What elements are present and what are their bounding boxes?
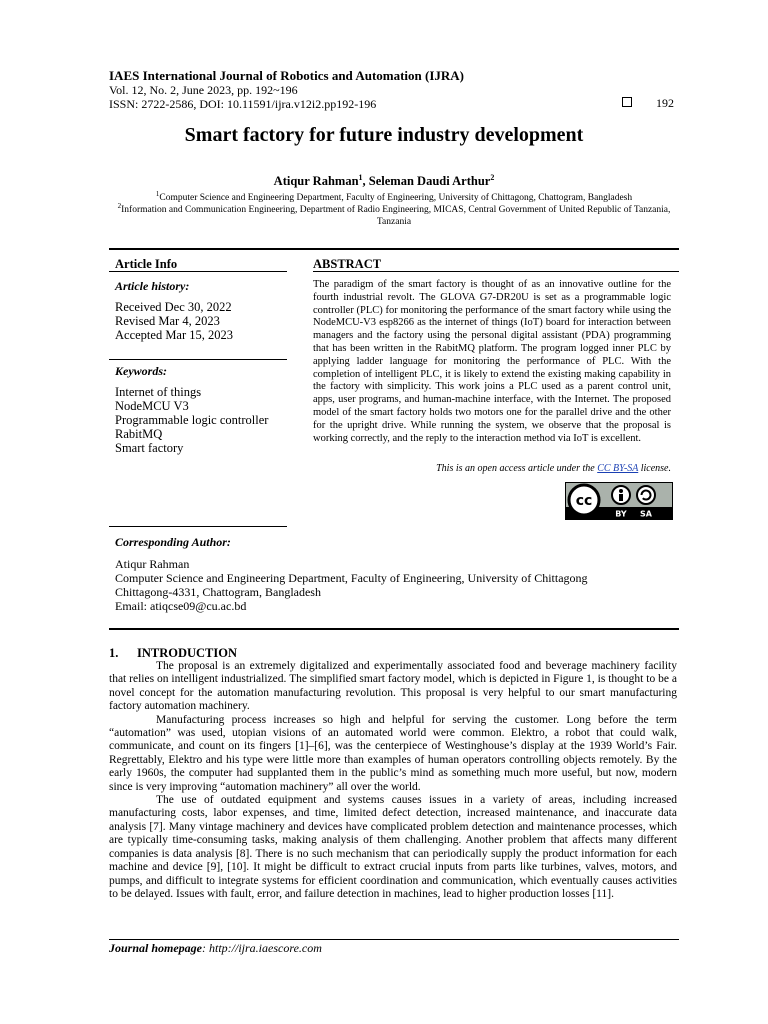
keyword-item: Programmable logic controller [115, 413, 269, 427]
paper-title: Smart factory for future industry development [184, 124, 584, 146]
affiliation-1: $^1$Computer Science and Engineering Department, Faculty of Engineering, University of Chittagong, Chattogram, Bangladesh [155, 190, 633, 204]
license-note: This is an open access article under the CC BY-SA license. [436, 463, 671, 474]
top-rule [109, 248, 679, 250]
affiliation-2: $^2$Information and Communication Engineering, Department of Radio Engineering, MICAS, Central Government of United Republic of Tanzania, Tanzania [117, 202, 671, 228]
corresponding-heading: Corresponding Author: [115, 535, 231, 549]
corresponding-address: Chittagong-4331, Chattogram, Bangladesh [115, 585, 321, 599]
author-2-sup: 2 [490, 173, 495, 182]
introduction-body [109, 660, 677, 901]
keywords-heading: Keywords: [115, 364, 167, 378]
homepage-label: Journal homepage [109, 941, 203, 955]
journal-issn-doi: ISSN: 2722-2586, DOI: 10.11591/ijra.v12i2.pp192-196 [109, 97, 377, 111]
bottom-info-rule [109, 628, 679, 630]
cc-badge-graphic [566, 483, 672, 519]
author-1-sup: 1 [358, 173, 363, 182]
received-date: Received Dec 30, 2022 [115, 300, 232, 314]
corresponding-email: Email: atiqcse09@cu.ac.bd [115, 599, 247, 613]
section-number: 1. [109, 646, 119, 660]
journal-name: IAES International Journal of Robotics and Automation (IJRA) [109, 68, 465, 83]
by-person-body [619, 494, 623, 501]
homepage-url[interactable]: http://ijra.iaescore.com [209, 941, 322, 955]
abstract-body: The paradigm of the smart factory is thought of as an innovative outline for the fourth industrial revolt. The GLOVA G7-DR20U is set as a programmable logic controller (PLC) for monitoring the performance of the smart factory while using the NodeMCU-V3 esp8266 as the internet of things (IoT) board for interaction between managers and the factory using the personal digital assistant (PDA) programming that has been written in the RabitMQ platform. The program logged inner PLC by applying ladder language for monitoring the performance of PLC. With the completion of intelligent PLC, it is likely to extend the existing making capability in the factory with simplicity. This work joins a PLC used as a parent control unit, apps, user programs, and human-machine interface, with the Internet. The proposed model of the smart factory holds two motors one for the parallel drive and the other for the upright drive. While running the system, we observe that the proposal is working correctly, and the reply to the interaction method via IoT is excellent. [313, 279, 671, 444]
author-list [0, 173, 768, 189]
abstract-heading: ABSTRACT [313, 257, 382, 271]
square-bullet-icon [622, 97, 632, 107]
cc-by-sa-badge[interactable] [565, 482, 673, 520]
keyword-item: RabitMQ [115, 427, 163, 441]
article-info-heading: Article Info [115, 257, 178, 271]
intro-paragraph: The use of outdated equipment and systems causes issues in a variety of areas, including increased manufacturing costs, labor expenses, and time, limited defect detection, increased maintenance, and inaccurate data analysis [7]. Many vintage machinery and devices have complicated problem detection and maintenance processes, which are typically time-consuming tasks, making analysis of them challenging. Another problem that affects many different companies is data analysis [8]. There is no such mechanism that can periodically supply the product information for each machine and device [9], [10]. It might be difficult to extract crucial inputs from parts like turbines, valves, motors, and pumps, and difficult to integrate systems for efficient coordination and communication, which eventually causes activities to be delayed. Issues with fault, error, and failure detection in machines, lead to higher production losses [11]. [109, 794, 677, 900]
by-label: BY [615, 509, 627, 519]
sa-label: SA [640, 509, 652, 519]
footer-rule [109, 939, 679, 940]
revised-date: Revised Mar 4, 2023 [115, 314, 220, 328]
sa-share-icon [637, 486, 655, 504]
info-rule-3 [109, 526, 287, 527]
author-separator: , [362, 174, 369, 189]
journal-homepage: Journal homepage: http://ijra.iaescore.com [109, 941, 322, 955]
journal-volume: Vol. 12, No. 2, June 2023, pp. 192~196 [109, 83, 298, 97]
cc-label: cc [575, 493, 593, 509]
by-person-head [619, 489, 623, 493]
page-number: 192 [656, 96, 674, 110]
intro-paragraph: The proposal is an extremely digitalized and experimentally associated food and beverage machinery facility that relies on intelligent industrialized. The simplified smart factory model, which is depicted in Figure 1, is thought to be a novel concept for the automation manufacturing revolution. This proposal is very helpful to our smart manufacturing factory automation machinery. [109, 660, 677, 713]
info-rule-2 [109, 359, 287, 360]
keyword-item: Internet of things [115, 385, 202, 399]
keyword-item: Smart factory [115, 441, 184, 455]
section-title: INTRODUCTION [137, 646, 238, 660]
cc-by-sa-link[interactable]: CC BY-SA [597, 463, 639, 474]
author-1: Atiqur Rahman [273, 174, 359, 189]
corresponding-department: Computer Science and Engineering Department, Faculty of Engineering, University of Chittagong [115, 571, 588, 585]
intro-paragraph: Manufacturing process increases so high and helpful for serving the customer. Long before the term “automation” was used, utopian visions of an automated world were common. Elektro, a robot that could walk, communicate, and count on its fingers [1]–[6], was the centerpiece of Westinghouse’s display at the 1939 World’s Fair. Regrettably, Elektro and his type were little more than examples of human operators controlling objects remotely. By the early 1960s, the computer had supplanted them in the public’s mind as something much more useful, but now, modern since is very improving “automation machinery” all over the world. [109, 713, 677, 793]
corresponding-name: Atiqur Rahman [115, 557, 190, 571]
author-2: Seleman Daudi Arthur [368, 174, 491, 189]
introduction-heading [109, 646, 237, 661]
article-history-heading: Article history: [115, 279, 190, 293]
accepted-date: Accepted Mar 15, 2023 [115, 328, 234, 342]
keyword-item: NodeMCU V3 [115, 399, 189, 413]
